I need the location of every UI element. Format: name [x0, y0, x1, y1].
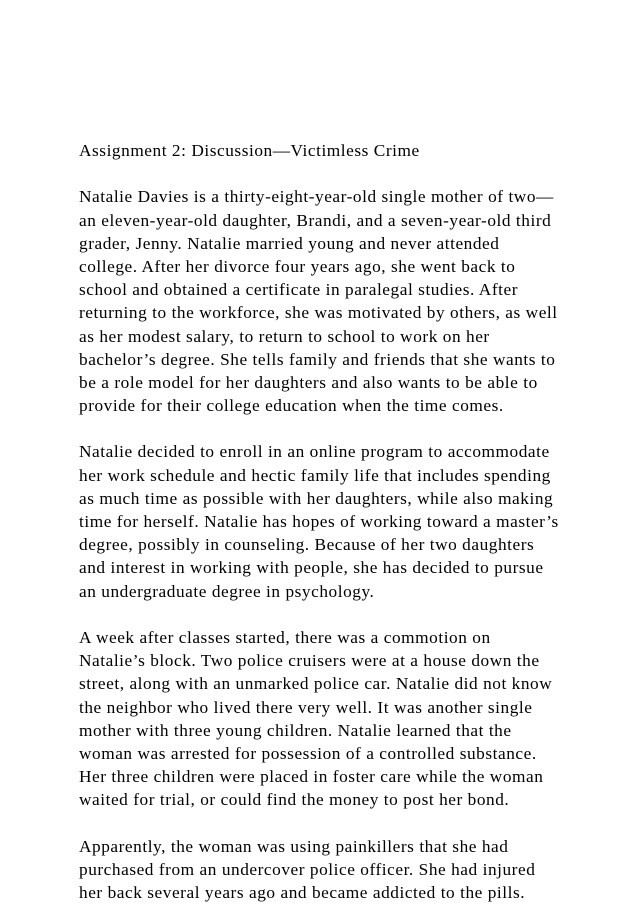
text-line: college. After her divorce four years ago, she went back to	[79, 256, 516, 276]
text-line: grader, Jenny. Natalie married young and never attended	[79, 233, 500, 253]
text-line: be a role model for her daughters and also wants to be able to	[79, 372, 538, 392]
text-line: and interest in working with people, she has decided to pursue	[79, 558, 544, 578]
text-line: her back several years ago and became addicted to the pills.	[79, 883, 526, 902]
text-line: Her three children were placed in foster care while the woman	[79, 767, 544, 787]
document-body	[79, 139, 599, 904]
paragraph	[79, 440, 599, 602]
text-line: the neighbor who lived there very well. It was another single	[79, 697, 533, 717]
text-line: time for herself. Natalie has hopes of working toward a master’s	[79, 512, 559, 531]
text-line: Natalie decided to enroll in an online program to accommodate	[79, 442, 550, 462]
text-line: as much time as possible with her daughters, while also making	[79, 488, 554, 508]
text-line: purchased from an undercover police officer. She had injured	[79, 859, 536, 879]
text-line: A week after classes started, there was a commotion on	[79, 627, 491, 647]
text-line: school and obtained a certificate in paralegal studies. After	[79, 280, 519, 300]
text-line: degree, possibly in counseling. Because of her two daughters	[79, 535, 535, 555]
text-line: Natalie Davies is a thirty-eight-year-old single mother of two—	[79, 187, 554, 207]
paragraph	[79, 835, 599, 904]
paragraph	[79, 626, 599, 812]
text-line: an eleven-year-old daughter, Brandi, and a seven-year-old third	[79, 210, 552, 230]
text-line: as her modest salary, to return to school to work on her	[79, 326, 490, 346]
text-line: street, along with an unmarked police car. Natalie did not know	[79, 674, 553, 694]
text-line: returning to the workforce, she was motivated by others, as well	[79, 303, 558, 323]
paragraph-list	[79, 185, 599, 904]
text-line: waited for trial, or could find the money to post her bond.	[79, 790, 510, 810]
document-title: Assignment 2: Discussion—Victimless Crime	[79, 141, 420, 160]
text-line: mother with three young children. Natalie learned that the	[79, 720, 512, 740]
text-line: provide for their college education when the time comes.	[79, 396, 504, 416]
text-line: Natalie’s block. Two police cruisers were at a house down the	[79, 651, 540, 671]
text-line: bachelor’s degree. She tells family and friends that she wants to	[79, 349, 556, 369]
text-line: Apparently, the woman was using painkillers that she had	[79, 836, 509, 856]
text-line: her work schedule and hectic family life that includes spending	[79, 465, 551, 485]
text-line: woman was arrested for possession of a controlled substance.	[79, 743, 537, 763]
text-line: an undergraduate degree in psychology.	[79, 581, 375, 601]
paragraph	[79, 185, 599, 417]
